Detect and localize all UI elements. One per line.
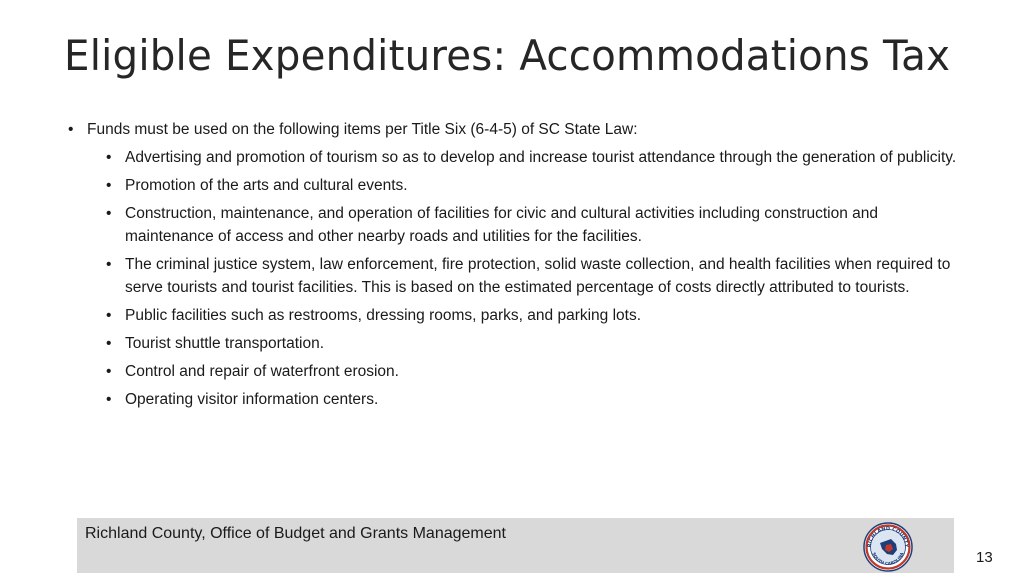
footer-bar [77,518,954,573]
bullet-dot-icon: • [106,256,112,273]
list-item [66,202,965,248]
sub-bullet-text: Construction, maintenance, and operation of facilities for civic and cultural activities including construction and maintenance of access and other nearby roads and utilities for the facilities. [125,205,879,245]
bullet-dot-icon: • [106,177,112,194]
sub-bullet-text: Promotion of the arts and cultural events. [125,177,408,194]
bullet-dot-icon: • [106,149,112,166]
list-item [66,388,965,411]
list-item [66,253,965,299]
slide-content [66,118,966,416]
main-bullet-text: Funds must be used on the following items per Title Six (6-4-5) of SC State Law: [87,121,638,138]
sub-bullet-text: Control and repair of waterfront erosion. [125,363,399,380]
main-bullet [66,118,966,141]
bullet-dot-icon: • [106,307,112,324]
list-item [66,304,965,327]
list-item [66,146,965,169]
county-seal-icon [863,522,913,572]
bullet-dot-icon: • [106,391,112,408]
page-number: 13 [976,549,993,566]
sub-bullet-text: Tourist shuttle transportation. [125,335,325,352]
list-item [66,174,965,197]
sub-bullet-list [66,146,966,411]
list-item [66,332,965,355]
bullet-dot-icon: • [106,335,112,352]
bullet-dot-icon: • [68,121,74,138]
sub-bullet-text: Advertising and promotion of tourism so as to develop and increase tourist attendance through the generation of publicity. [125,149,957,166]
seal-bottom-text: SOUTH CAROLINA [871,551,905,567]
sub-bullet-text: The criminal justice system, law enforcement, fire protection, solid waste collection, and health facilities when required to serve tourists and tourist facilities. This is based on the estimated percentage of costs directly attributed to tourists. [125,256,951,296]
list-item [66,360,965,383]
sub-bullet-text: Operating visitor information centers. [125,391,379,408]
slide-title: Eligible Expenditures: Accommodations Tax [64,31,951,80]
bullet-dot-icon: • [106,363,112,380]
footer-organization: Richland County, Office of Budget and Grants Management [85,525,506,542]
sub-bullet-text: Public facilities such as restrooms, dressing rooms, parks, and parking lots. [125,307,642,324]
seal-top-text: RICHLAND COUNTY [866,525,910,548]
bullet-dot-icon: • [106,205,112,222]
